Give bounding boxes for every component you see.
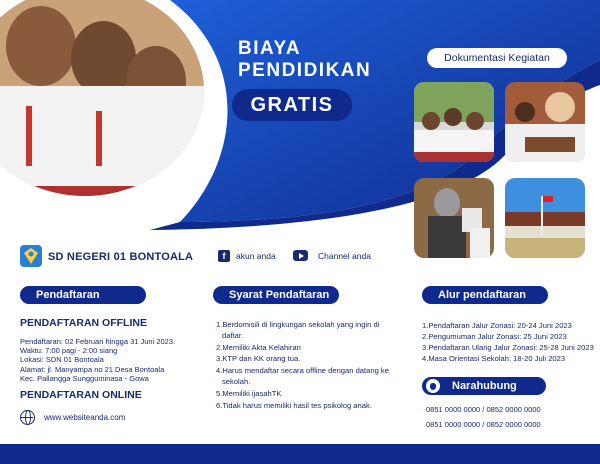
school-logo (20, 245, 42, 267)
school-name: SD NEGERI 01 BONTOALA (48, 251, 194, 263)
list-item: 3.Pendaftaran Ulang Jalur Zonasi: 25-28 Juni 2023 (422, 343, 594, 352)
footer-bar (0, 444, 600, 464)
list-item: 1.Pendaftaran Jalur Zonasi: 20-24 Juni 2023 (422, 321, 572, 330)
hero-title (238, 38, 371, 82)
list-item: 4.Harus mendaftar secara offline dengan datang ke sekolah. (216, 366, 389, 386)
youtube-icon (293, 250, 308, 261)
offline-line: Pendaftaran: 02 Februari hingga 31 Juni 2023. (20, 337, 176, 346)
hero-title-line1: BIAYA (238, 38, 302, 59)
facebook-link[interactable] (218, 250, 276, 262)
list-item: 5.Memiliki ijasahTK (216, 388, 282, 398)
section-registration: Pendaftaran (20, 286, 146, 304)
hero-title-line2: PENDIDIKAN (238, 60, 372, 81)
offline-details (20, 337, 175, 383)
offline-heading: PENDAFTARAN OFFLINE (20, 317, 147, 329)
requirements-list (216, 320, 396, 412)
online-heading: PENDAFTARAN ONLINE (20, 389, 142, 401)
offline-line: Waktu: 7:00 pagi - 2:00 siang (20, 346, 118, 356)
list-item: 3.KTP dan KK orang tua. (216, 354, 301, 364)
youtube-link[interactable] (293, 250, 371, 261)
contact-phone-2[interactable]: 0851 0000 0000 / 0852 0000 0000 (426, 420, 541, 429)
documentation-label: Dokumentasi Kegiatan (427, 48, 567, 68)
list-item: 2.Pengumuman Jalur Zonasi: 25 Juni 2023 (422, 332, 567, 341)
facebook-icon: f (218, 250, 230, 262)
offline-line: Lokasi: SDN 01 Bontoala (20, 355, 104, 365)
flow-list (422, 320, 597, 364)
globe-icon (20, 410, 35, 425)
whatsapp-icon (426, 379, 440, 393)
gratis-badge: GRATIS (232, 89, 352, 121)
section-flow: Alur pendaftaran (422, 286, 548, 304)
students-photo (0, 0, 210, 202)
activity-photo-2 (505, 82, 585, 162)
youtube-label: Channel anda (318, 250, 371, 261)
list-item: 6.Tidak harus memiliki hasil tes psikolog anak. (216, 400, 372, 410)
offline-line: Alamat: jl. Manyampa no 21 Desa Bontoala (20, 364, 165, 374)
list-item: 1.Berdomisili di lingkungan sekolah yang ingin di daftar. (216, 320, 380, 340)
facebook-label: akun anda (236, 251, 276, 261)
activity-photo-1 (414, 82, 494, 162)
section-requirements: Syarat Pendaftaran (213, 286, 339, 304)
activity-photo-4 (505, 178, 585, 258)
activity-photo-3 (414, 178, 494, 258)
list-item: 4.Masa Orientasi Sekolah: 18-20 Juli 2023 (422, 354, 566, 363)
list-item: 2.Memiliki Akta Kelahiran (216, 342, 301, 352)
contact-phone-1[interactable]: 0851 0000 0000 / 0852 0000 0000 (426, 405, 541, 414)
section-contact: Narahubung (422, 377, 546, 395)
offline-line: Kec. Pallangga Sungguminasa - Gowa (20, 373, 149, 383)
website-link[interactable]: www.websiteanda.com (44, 413, 126, 422)
